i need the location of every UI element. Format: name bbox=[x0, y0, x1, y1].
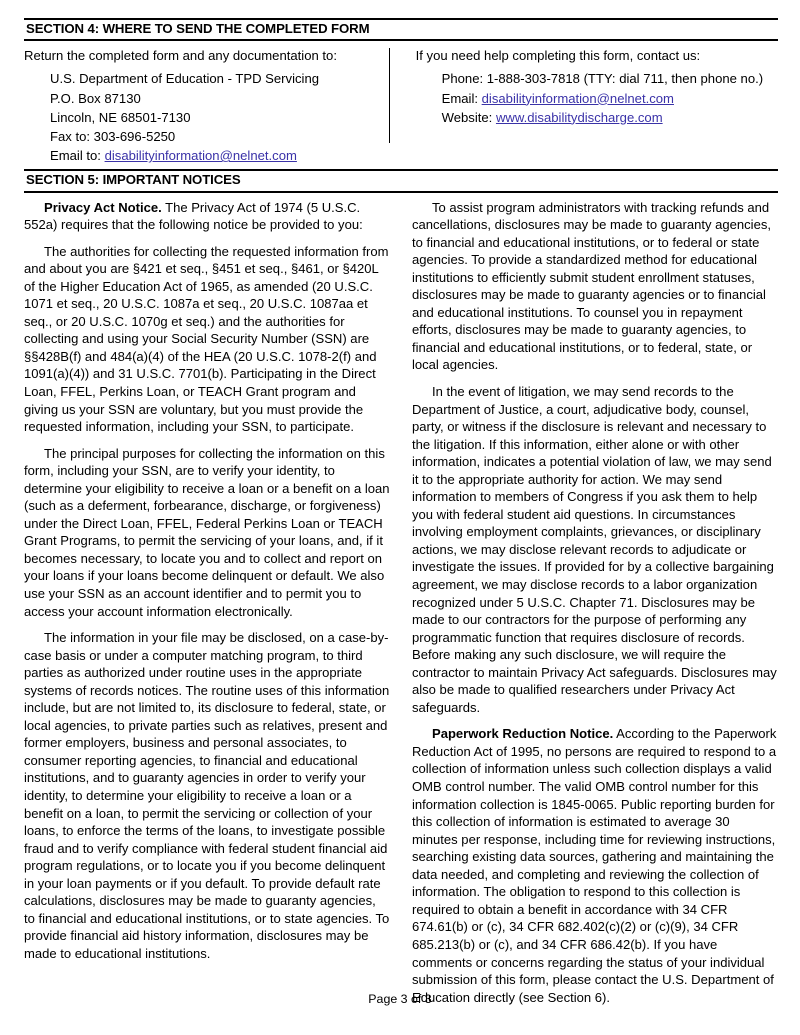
page-footer: Page 3 of 3 bbox=[368, 992, 432, 1006]
help-email-line bbox=[442, 89, 778, 108]
email-line bbox=[50, 146, 383, 165]
authorities-paragraph: The authorities for collecting the requested information from and about you are §421 et seq., §451 et seq., §461, or §420L of the Higher Education Act of 1965, as amended (20 U.S.C. 1071 et seq., 20 U.S.C. 1087a et seq., 20 U.S.C. 1087aa et seq., or 20 U.S.C. 1070g et seq.) and the authorities for collecting and using your Social Security Number (SSN) are §§428B(f) and 484(a)(4) of the HEA (20 U.S.C. 1078-2(f) and 1091(a)(4)) and 31 U.S.C. 7701(b). Participating in the Direct Loan, FFEL, Perkins Loan, or TEACH Grant program and giving us your SSN are voluntary, but you must provide the requested information, including your SSN, to participate. bbox=[24, 243, 389, 435]
section-4-heading: SECTION 4: WHERE TO SEND THE COMPLETED FORM bbox=[24, 18, 778, 41]
website-link[interactable]: www.disabilitydischarge.com bbox=[495, 109, 663, 125]
address-line-3: Lincoln, NE 68501-7130 bbox=[50, 109, 191, 125]
fax-line: Fax to: 303-696-5250 bbox=[50, 128, 176, 144]
website-line bbox=[442, 108, 778, 127]
return-form-lead: Return the completed form and any documentation to: bbox=[24, 48, 337, 64]
privacy-act-notice-label: Privacy Act Notice. bbox=[44, 199, 162, 215]
help-email-label: Email: bbox=[441, 90, 482, 106]
litigation-paragraph: In the event of litigation, we may send records to the Department of Justice, a court, adjudicative body, counsel, party, or witness if the disclosure is relevant and necessary to the litigation. If this information, either alone or with other information, indicates a potential violation of law, we may send it to the appropriate authority for action. We may send information to members of Congress if you ask them to help you with federal student aid questions. In circumstances involving employment complaints, grievances, or disciplinary actions, we may disclose relevant records to adjudicate or investigate the issues. If provided for by a collective bargaining agreement, we may disclose records to a labor organization recognized under 5 U.S.C. Chapter 71. Disclosures may be made to our contractors for the purpose of performing any programmatic function that requires disclosure of records. Before making any such disclosure, we will require the contractor to maintain Privacy Act safeguards. Disclosures may also be made to qualified researchers under Privacy Act safeguards. bbox=[412, 384, 777, 715]
help-email-link[interactable]: disabilityinformation@nelnet.com bbox=[481, 90, 674, 106]
mailing-address bbox=[24, 69, 383, 165]
help-lead: If you need help completing this form, contact us: bbox=[415, 48, 701, 64]
routine-uses-paragraph: The information in your file may be disclosed, on a case-by-case basis or under a computer matching program, to third parties as authorized under routine uses in the appropriate systems of records notices. The routine uses of this information include, but are not limited to, its disclosure to federal, state, or local agencies, to private parties such as relatives, present and former employers, business and personal associates, to consumer reporting agencies, to financial and educational institutions, and to guaranty agencies in order to verify your identity, to determine your eligibility to receive a loan or a benefit on a loan, to permit the servicing or collection of your loans, to enforce the terms of the loans, to investigate possible fraud and to verify compliance with federal student financial aid program regulations, or to locate you if you become delinquent in your loan payments or if you default. To provide default rate calculations, disclosures may be made to guaranty agencies, to financial and educational institutions, or to state agencies. To provide financial aid history information, disclosures may be made to educational institutions. bbox=[24, 630, 390, 961]
help-contact-details bbox=[416, 69, 778, 127]
section-5-heading: SECTION 5: IMPORTANT NOTICES bbox=[24, 169, 778, 192]
address-line-2: P.O. Box 87130 bbox=[50, 90, 141, 106]
phone-line: Phone: 1-888-303-7818 (TTY: dial 711, then phone no.) bbox=[441, 71, 764, 87]
section-4-right-column bbox=[390, 46, 778, 165]
email-label: Email to: bbox=[50, 148, 105, 164]
privacy-act-notice-text: The Privacy Act of 1974 (5 U.S.C. 552a) requires that the following notice be provided to you: bbox=[24, 199, 363, 233]
program-administrators-paragraph: To assist program administrators with tracking refunds and cancellations, disclosures may be made to guaranty agencies, to financial and educational institutions, or to federal or state agencies. To provide a standardized method for educational institutions to efficiently submit student enrollment statuses, disclosures may be made to guaranty agencies or to financial and educational institutions. To counsel you in repayment efforts, disclosures may be made to guaranty agencies, to financial and educational institutions, or to federal, state, or local agencies. bbox=[412, 199, 771, 373]
section-5-left-column bbox=[24, 199, 390, 1007]
paperwork-reduction-notice-label: Paperwork Reduction Notice. bbox=[432, 726, 614, 742]
section-5-body bbox=[24, 193, 778, 1007]
principal-purposes-paragraph: The principal purposes for collecting the information on this form, including your SSN, are to verify your identity, to determine your eligibility to receive a loan or a benefit on a loan (such as a deferment, forbearance, discharge, or forgiveness) under the Direct Loan, FFEL, Federal Perkins Loan or TEACH Grant Programs, to permit the servicing of your loans, and, if it becomes necessary, to locate you and to collect and report on your loans if your loans become delinquent or default. We also use your SSN as an account identifier and to permit you to access your account information electronically. bbox=[24, 445, 390, 619]
privacy-act-notice-paragraph bbox=[24, 199, 390, 234]
email-link-nelnet[interactable]: disabilityinformation@nelnet.com bbox=[104, 148, 297, 164]
section-4-left-column bbox=[24, 46, 389, 165]
paperwork-reduction-paragraph bbox=[412, 725, 778, 1006]
address-line-1: U.S. Department of Education - TPD Servicing bbox=[50, 71, 320, 87]
website-label: Website: bbox=[441, 109, 496, 125]
section-4-contact-block bbox=[24, 41, 778, 167]
paperwork-reduction-notice-text: According to the Paperwork Reduction Act of 1995, no persons are required to respond to a collection of information unless such collection displays a valid OMB control number. The valid OMB control number for this information collection is 1845-0065. Public reporting burden for this collection of information is estimated to average 30 minutes per response, including time for reviewing instructions, searching existing data sources, gathering and maintaining the data needed, and completing and reviewing the collection of information. The obligation to respond to this collection is required to obtain a benefit in accordance with 34 CFR 674.61(b) or (c), 34 CFR 682.402(c)(2) or (c)(9), 34 CFR 685.213(b) or (c), and 34 CFR 686.42(b). If you have comments or concerns regarding the status of your individual submission of this form, please contact the U.S. Department of Education directly (see Section 6). bbox=[412, 726, 777, 1005]
section-5-right-column bbox=[412, 199, 778, 1007]
